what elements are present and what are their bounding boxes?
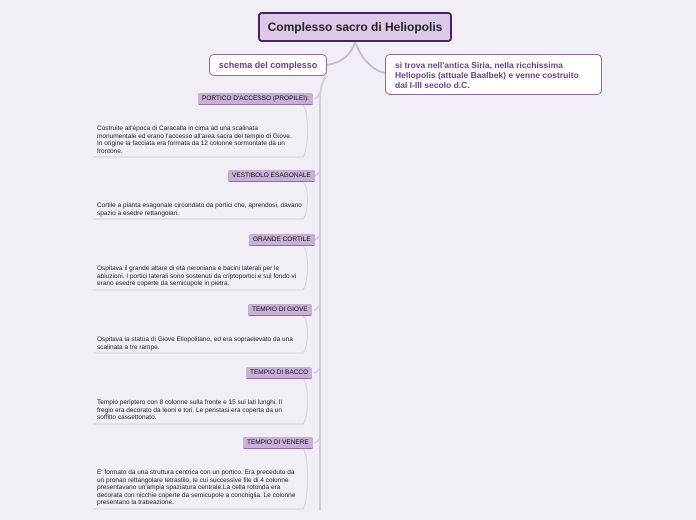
topic-giove-text: Ospitava la statua di Giove Eliopolitano, ed era sopraelevato da una scalinata a tre rampe. [97, 336, 293, 351]
topic-cortile[interactable] [249, 234, 315, 246]
topic-label: TEMPIO DI GIOVE [252, 306, 308, 313]
topic-giove[interactable] [248, 304, 312, 316]
topic-portico-text: Costruite all'epoca di Caracalla in cima ad una scalinata monumentale ed erano l'accesso all'area sacra del tempio di Giove. In origine la facciata era formata da 12 colonne sormontate da un frontone. [97, 125, 292, 155]
branch-schema-label: schema del complesso [218, 60, 318, 70]
topic-cortile-text: Ospitava il grande altare di età neroniana e bacini laterali per le abluzioni. I portici laterali sono sostenuti da criptoportici e sul fondo vi erano esedre coperte da semicupole in pietra. [97, 265, 297, 288]
topic-label: PORTICO D'ACCESSO (PROPILEI): [202, 95, 309, 102]
topic-label: GRANDE CORTILE [253, 236, 311, 243]
root-node[interactable] [258, 12, 452, 42]
topic-bacco-text: Tempio periptero con 8 colonne sulla fronte e 15 sui lati lunghi. Il fregio era decorato da leoni e tori. Le peristasi era coperta da un soffitto cassettonato. [97, 399, 283, 422]
branch-schema[interactable] [209, 54, 327, 76]
topic-label: VESTIBOLO ESAGONALE [232, 172, 311, 179]
topic-label: TEMPIO DI BACCO [250, 369, 309, 376]
root-title: Complesso sacro di Heliopolis [267, 20, 443, 34]
topic-venere-text: E' formato da una struttura centrica con un portico. Era preceduto da un pronao rettangolare tetrastilo, le cui successive file di 4 colonne presentavano un'ampia spaziatura centrale.La cella rotonda era decorata con nicchie coperte da semicupole a conchiglia. Le colonne presentano la trabeazione. [97, 469, 296, 507]
branch-location[interactable] [385, 54, 602, 95]
topic-portico[interactable] [198, 93, 313, 105]
topic-bacco[interactable] [246, 367, 312, 379]
topic-vestibolo-text: Cortile a pianta esagonale circondato da portici che, aprendosi, davano spazio a esedre rettangolari. [97, 202, 302, 217]
topic-vestibolo[interactable] [228, 170, 315, 182]
branch-location-label: si trova nell'antica Siria, nella ricchissima Heliopolis (attuale Baalbek) e venne costruito dal I-III secolo d.C. [395, 60, 579, 90]
topic-label: TEMPIO DI VENERE [247, 439, 309, 446]
topic-venere[interactable] [243, 437, 313, 449]
